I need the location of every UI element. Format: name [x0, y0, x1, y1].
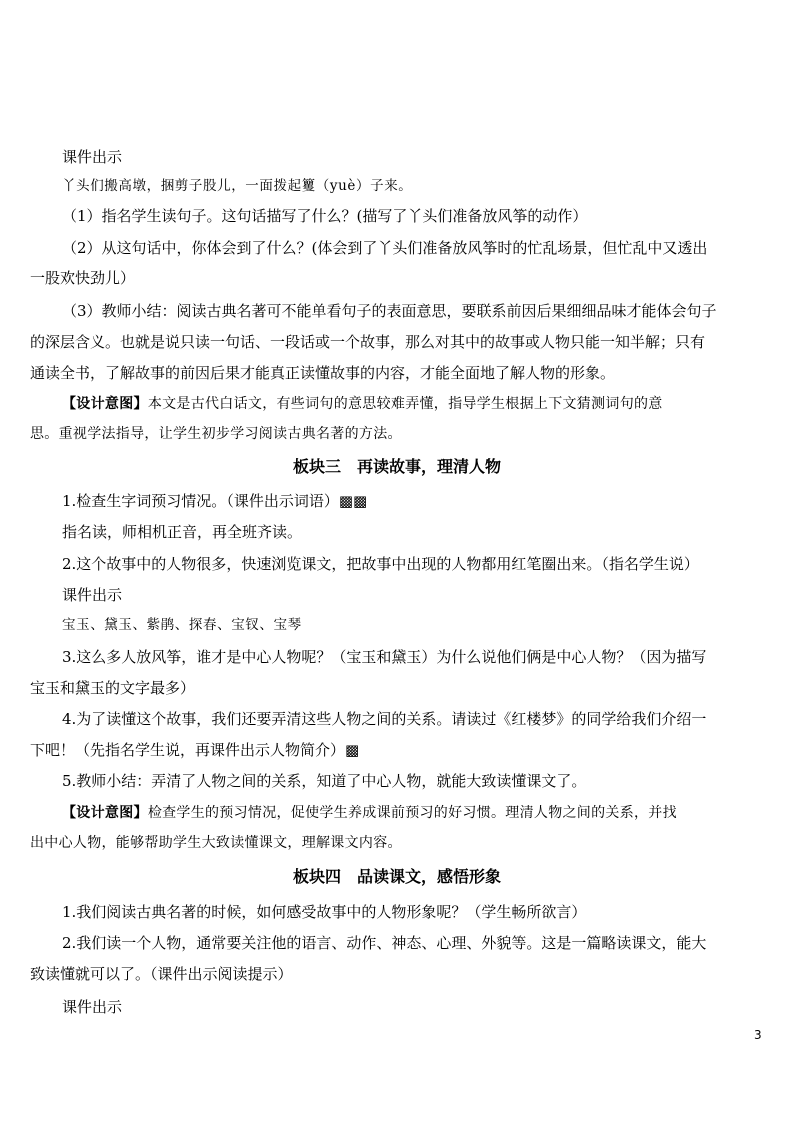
design-intent-text: 本文是古代白话文，有些词句的意思较难弄懂，指导学生根据上下文猜测词句的意: [147, 396, 663, 412]
item-5: 5.教师小结：弄清了人物之间的关系，知道了中心人物，就能大致读懂课文了。: [62, 772, 587, 790]
item-1-reading: 指名读，师相机正音，再全班齐读。: [62, 523, 303, 541]
item-4: 4.为了读懂这个故事，我们还要弄清这些人物之间的关系。请读过《红楼梦》的同学给我们介绍一: [62, 710, 707, 728]
section-heading-4: 板块四 品读课文，感悟形象: [292, 867, 501, 886]
design-intent-1-cont: 思。重视学法指导，让学生初步学习阅读古典名著的方法。: [30, 426, 402, 442]
item-1-text: 1.检查生字词预习情况。（课件出示词语）: [62, 492, 339, 510]
design-intent-1: [62, 393, 663, 415]
courseware-label-3: 课件出示: [62, 998, 123, 1016]
media-marker-icon: ▩: [345, 741, 360, 759]
courseware-label-2: 课件出示: [62, 586, 123, 604]
media-marker-icon: ▩: [353, 492, 368, 510]
item-3: 3.这么多人放风筝，谁才是中心人物呢？（宝玉和黛玉）为什么说他们俩是中心人物？（因为描写: [62, 648, 707, 666]
character-list: 宝玉、黛玉、紫鹃、探春、宝钗、宝琴: [62, 617, 302, 633]
item-4-2-cont: 致读懂就可以了。（课件出示阅读提示）: [30, 965, 293, 983]
courseware-quote: 丫头们搬高墩，捆剪子股儿，一面拨起籰（yuè）子来。: [62, 178, 413, 194]
question-2-cont: 一股欢快劲儿）: [30, 269, 136, 287]
section-heading-3: 板块三 再读故事，理清人物: [292, 457, 501, 476]
page-number: 3: [754, 1028, 762, 1042]
item-4-cont: [30, 739, 359, 761]
teacher-summary: （3）教师小结：阅读古典名著可不能单看句子的表面意思，要联系前因后果细细品味才能体会句子: [62, 302, 717, 320]
design-intent-tag: 【设计意图】: [62, 396, 148, 412]
item-2: 2.这个故事中的人物很多，快速浏览课文，把故事中出现的人物都用红笔圈出来。（指名学生说）: [62, 555, 699, 573]
item-4-cont-text: 下吧！（先指名学生说，再课件出示人物简介）: [30, 741, 346, 759]
design-intent-tag: 【设计意图】: [62, 805, 148, 821]
item-3-cont: 宝玉和黛玉的文字最多）: [30, 679, 196, 697]
teacher-summary-cont-1: 的深层含义。也就是说只读一句话、一段话或一个故事，那么对其中的故事或人物只能一知半解；只有: [30, 333, 706, 351]
design-intent-2-cont: 出中心人物，能够帮助学生大致读懂课文，理解课文内容。: [30, 835, 402, 851]
courseware-label: 课件出示: [62, 148, 123, 166]
item-4-1: 1.我们阅读古典名著的时候，如何感受故事中的人物形象呢？（学生畅所欲言）: [62, 903, 587, 921]
item-4-2: 2.我们读一个人物，通常要关注他的语言、动作、神态、心理、外貌等。这是一篇略读课文，能大: [62, 934, 707, 952]
media-marker-icon: ▩: [338, 492, 354, 510]
design-intent-text: 检查学生的预习情况，促使学生养成课前预习的好习惯。理清人物之间的关系，并找: [147, 805, 677, 821]
item-1: [62, 490, 367, 512]
design-intent-2: [62, 802, 677, 824]
question-2: （2）从这句话中，你体会到了什么？(体会到了丫头们准备放风筝时的忙乱场景，但忙乱中又透出: [62, 239, 708, 257]
teacher-summary-cont-2: 通读全书，了解故事的前因后果才能真正读懂故事的内容，才能全面地了解人物的形象。: [30, 364, 616, 382]
question-1: （1）指名学生读句子。这句话描写了什么？(描写了丫头们准备放风筝的动作）: [62, 207, 588, 225]
